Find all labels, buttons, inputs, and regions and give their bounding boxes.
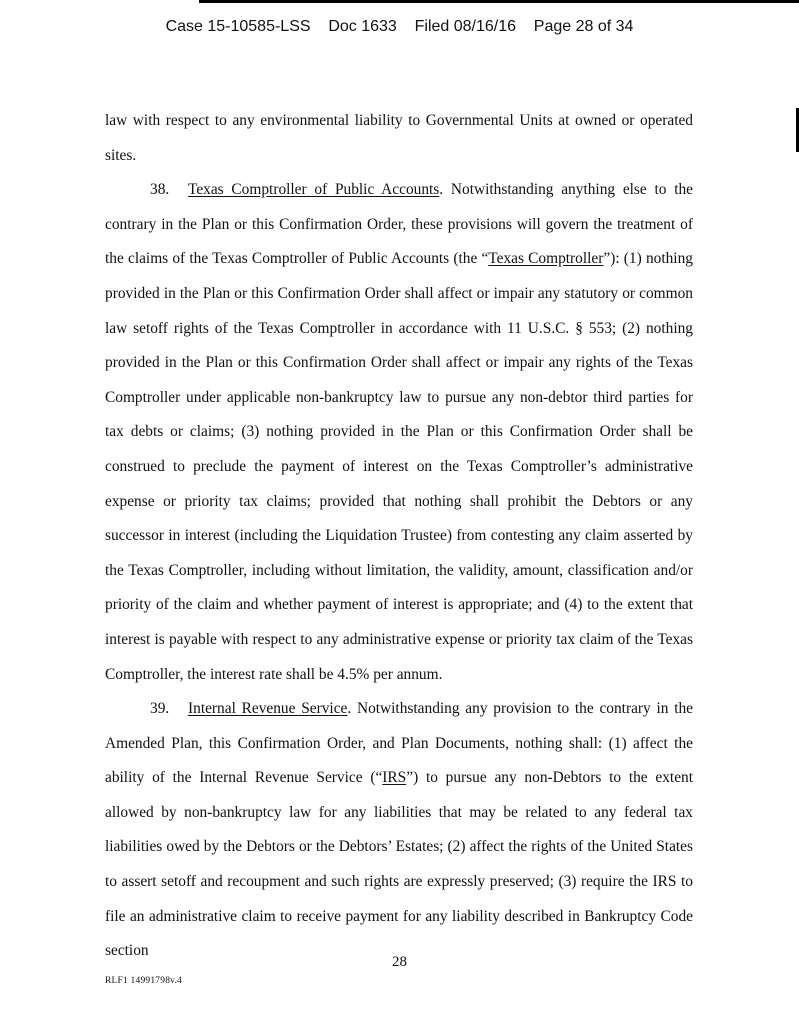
- document-id: RLF1 14991798v.4: [105, 976, 183, 986]
- paragraph-heading: Internal Revenue Service: [188, 700, 348, 718]
- paragraph-number: 39.: [150, 700, 170, 718]
- continuation-paragraph: law with respect to any environmental liability to Governmental Units at owned or operated sites.: [105, 112, 693, 164]
- paragraph-heading: Texas Comptroller of Public Accounts: [188, 181, 440, 199]
- scan-top-edge-line: [199, 0, 799, 3]
- court-filing-header: [0, 18, 799, 36]
- document-body: [105, 104, 693, 969]
- paragraph-39: [105, 692, 693, 969]
- case-number: Case 15-10585-LSS: [165, 18, 311, 35]
- filed-date: Filed 08/16/16: [414, 18, 517, 35]
- page-number: 28: [392, 954, 407, 970]
- paragraph-number: 38.: [150, 181, 170, 199]
- paragraph-text: ”): (1) nothing provided in the Plan or this Confirmation Order shall affect or impair any statutory or common law setoff rights of the Texas Comptroller in accordance with 11 U.S.C. § 553; (2) nothing provided in the Plan or this Confirmation Order shall affect or impair any rights of the Texas Comptroller under applicable non-bankruptcy law to pursue any non-debtor third parties for tax debts or claims; (3) nothing provided in the Plan or this Confirmation Order shall be construed to preclude the payment of interest on the Texas Comptroller’s administrative expense or priority tax claims; provided that nothing shall prohibit the Debtors or any successor in interest (including the Liquidation Trustee) from contesting any claim asserted by the Texas Comptroller, including without limitation, the validity, amount, classification and/or priority of the claim and whether payment of interest is appropriate; and (4) to the extent that interest is payable with respect to any administrative expense or priority tax claim of the Texas Comptroller, the interest rate shall be 4.5% per annum.: [105, 250, 693, 683]
- doc-number: Doc 1633: [328, 18, 397, 35]
- defined-term: Texas Comptroller: [488, 250, 604, 268]
- paragraph-text: . Notwithstanding anything else to the contrary in the Plan or this Confirmation Order, these provisions will govern the treatment of the claims of the Texas Comptroller of Public Accounts (the “: [105, 181, 693, 268]
- defined-term: IRS: [382, 769, 407, 787]
- paragraph-text: ”) to pursue any non-Debtors to the extent allowed by non-bankruptcy law for any liabilities that may be related to any federal tax liabilities owed by the Debtors or the Debtors’ Estates; (2) affect the rights of the United States to assert setoff and recoupment and such rights are expressly preserved; (3) require the IRS to file an administrative claim to receive payment for any liability described in Bankruptcy Code section: [105, 769, 694, 960]
- page-of-total: Page 28 of 34: [533, 18, 634, 35]
- paragraph-38: [105, 173, 693, 692]
- paragraph-text: . Notwithstanding any provision to the contrary in the Amended Plan, this Confirmation Order, and Plan Documents, nothing shall: (1) affect the ability of the Internal Revenue Service (“: [105, 700, 694, 787]
